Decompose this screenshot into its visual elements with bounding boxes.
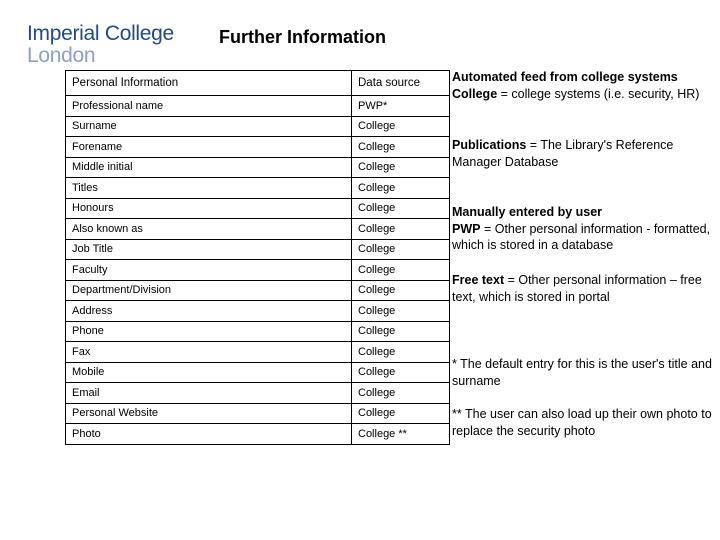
- note-automated-feed: [452, 69, 714, 102]
- table-row: [66, 178, 450, 199]
- table-row: [66, 137, 450, 158]
- table-row: [66, 321, 450, 342]
- table-row: [66, 301, 450, 322]
- data-source-cell: PWP*: [352, 96, 450, 117]
- data-source-cell: College: [352, 198, 450, 219]
- field-name-cell: Department/Division: [66, 280, 352, 301]
- table-row: [66, 424, 450, 445]
- page-title: Further Information: [219, 27, 386, 47]
- field-name-cell: Address: [66, 301, 352, 322]
- data-source-cell: College: [352, 239, 450, 260]
- table-row: [66, 383, 450, 404]
- manual-heading: Manually entered by user: [452, 205, 603, 219]
- data-source-cell: College: [352, 178, 450, 199]
- note-publications: [452, 137, 714, 170]
- header-personal-information: Personal Information: [66, 71, 352, 96]
- data-source-cell: College: [352, 219, 450, 240]
- data-source-cell: College: [352, 137, 450, 158]
- note-default-entry: * The default entry for this is the user's title and surname: [452, 357, 712, 388]
- table-row: [66, 403, 450, 424]
- freetext-term: Free text: [452, 273, 505, 287]
- table-row: [66, 280, 450, 301]
- field-name-cell: Email: [66, 383, 352, 404]
- table-row: [66, 260, 450, 281]
- field-name-cell: Also known as: [66, 219, 352, 240]
- data-source-cell: College: [352, 342, 450, 363]
- table-row: [66, 198, 450, 219]
- publications-term: Publications: [452, 138, 527, 152]
- table-row: [66, 96, 450, 117]
- data-source-cell: College: [352, 403, 450, 424]
- table-row: [66, 342, 450, 363]
- data-source-cell: College: [352, 260, 450, 281]
- table-row: [66, 219, 450, 240]
- college-term: College: [452, 86, 498, 101]
- logo-line-1: Imperial College: [27, 22, 174, 45]
- table-row: [66, 362, 450, 383]
- field-name-cell: Honours: [66, 198, 352, 219]
- field-name-cell: Forename: [66, 137, 352, 158]
- field-name-cell: Photo: [66, 424, 352, 445]
- table-row: [66, 116, 450, 137]
- data-source-cell: College: [352, 362, 450, 383]
- note-photo: ** The user can also load up their own photo to replace the security photo: [452, 407, 712, 438]
- table-row: [66, 157, 450, 178]
- college-desc: = college systems (i.e. security, HR): [497, 86, 700, 101]
- data-source-cell: College **: [352, 424, 450, 445]
- field-name-cell: Titles: [66, 178, 352, 199]
- field-name-cell: Professional name: [66, 96, 352, 117]
- field-name-cell: Mobile: [66, 362, 352, 383]
- freetext-desc: = Other personal information – free text, which is stored in portal: [452, 273, 702, 304]
- logo-line-2: London: [27, 44, 96, 67]
- field-name-cell: Job Title: [66, 239, 352, 260]
- note-free-text: [452, 272, 714, 305]
- automated-heading: Automated feed from college systems: [452, 70, 678, 84]
- field-name-cell: Phone: [66, 321, 352, 342]
- information-table: [65, 70, 450, 445]
- data-source-cell: College: [352, 157, 450, 178]
- field-name-cell: Surname: [66, 116, 352, 137]
- table-header-row: [66, 71, 450, 96]
- pwp-desc: = Other personal information - formatted, which is stored in a database: [452, 221, 711, 252]
- note-manual-entry: [452, 204, 714, 254]
- field-name-cell: Fax: [66, 342, 352, 363]
- data-source-cell: College: [352, 301, 450, 322]
- pwp-term: PWP: [452, 221, 481, 236]
- data-source-cell: College: [352, 280, 450, 301]
- data-source-cell: College: [352, 116, 450, 137]
- field-name-cell: Personal Website: [66, 403, 352, 424]
- field-name-cell: Middle initial: [66, 157, 352, 178]
- header-data-source: Data source: [352, 71, 450, 96]
- imperial-college-logo: [27, 22, 187, 67]
- publications-desc: = The Library's Reference Manager Database: [452, 138, 674, 169]
- field-name-cell: Faculty: [66, 260, 352, 281]
- data-source-cell: College: [352, 321, 450, 342]
- data-source-cell: College: [352, 383, 450, 404]
- table-row: [66, 239, 450, 260]
